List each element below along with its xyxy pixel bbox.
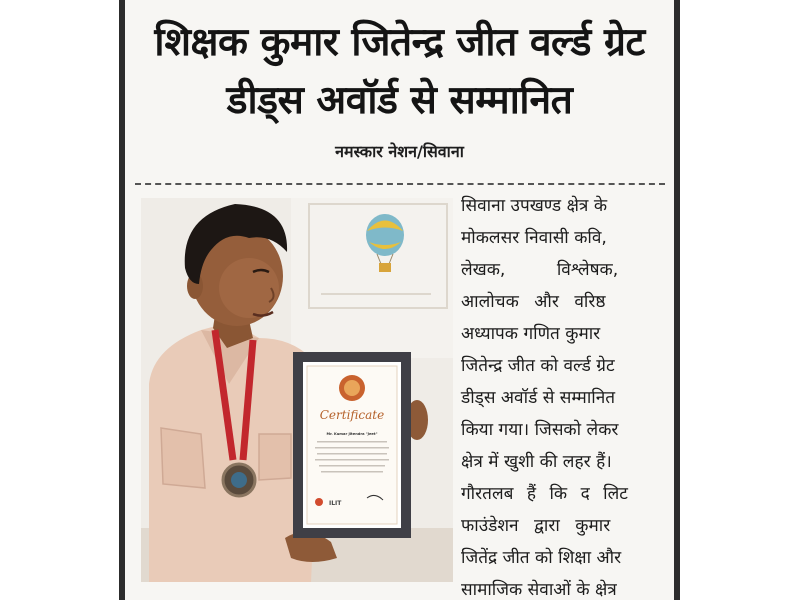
article-line-10: गौरतलब हैं कि द लिट: [461, 484, 628, 504]
certificate-title: Certificate: [319, 408, 385, 422]
newspaper-clipping: [125, 0, 674, 600]
right-column-rule: [674, 0, 680, 600]
article-line-7: डीड्स अवॉर्ड से सम्मानित: [461, 388, 616, 408]
article-line-8: किया गया। जिसको लेकर: [461, 420, 619, 440]
article-line-3: लेखक, विश्लेषक,: [461, 260, 619, 280]
article-line-12: जितेंद्र जीत को शिक्षा और: [461, 548, 622, 568]
certificate-name: Mr. Kumar Jitendra "Jeet": [326, 432, 378, 436]
headline-line-2: डीड्स अवॉर्ड से सम्मानित: [226, 78, 573, 123]
dashed-divider: [135, 183, 665, 185]
certificate-frame: [293, 352, 411, 538]
article-line-4: आलोचक और वरिष्ठ: [461, 292, 606, 312]
article-line-13: सामाजिक सेवाओं के क्षेत्र: [461, 580, 617, 600]
award-photo: [141, 198, 453, 582]
article-line-5: अध्यापक गणित कुमार: [461, 324, 601, 344]
article-body: [461, 190, 668, 600]
article-line-6: जितेन्द्र जीत को वर्ल्ड ग्रेट: [461, 356, 615, 376]
article-line-1: सिवाना उपखण्ड क्षेत्र के: [461, 196, 608, 216]
headline-line-1: शिक्षक कुमार जितेन्द्र जीत वर्ल्ड ग्रेट: [154, 20, 645, 65]
article-line-2: मोकलसर निवासी कवि,: [461, 228, 607, 248]
headline: [125, 14, 674, 130]
article-line-9: क्षेत्र में खुशी की लहर हैं।: [461, 452, 612, 472]
certificate-logo: ILIT: [329, 500, 342, 507]
article-line-11: फाउंडेशन द्वारा कुमार: [461, 516, 611, 536]
byline: नमस्कार नेशन/सिवाना: [335, 142, 464, 161]
